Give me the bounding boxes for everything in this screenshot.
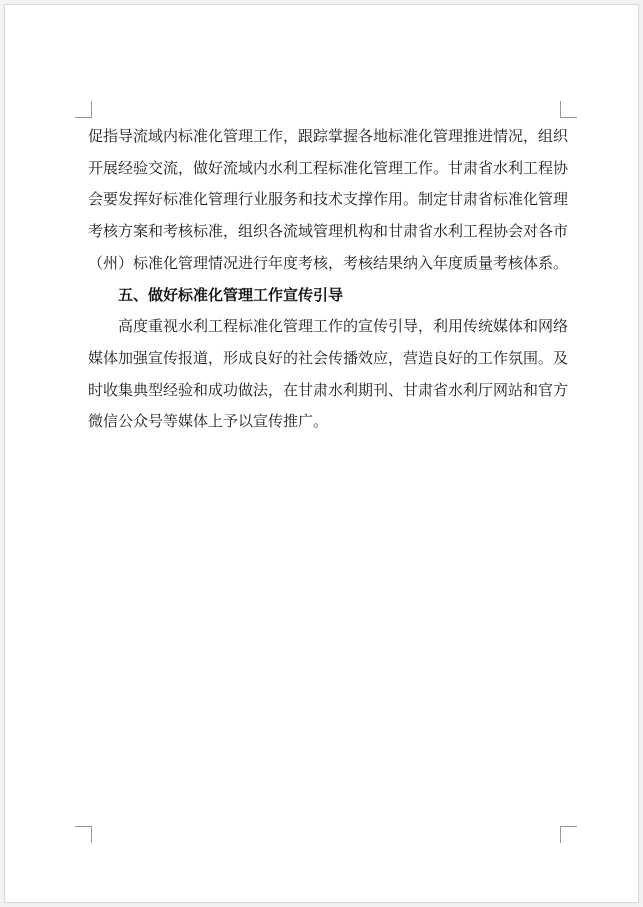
margin-corner-bottom-left [75,826,92,843]
margin-corner-top-right [560,101,577,118]
margin-corner-top-left [75,101,92,118]
document-body[interactable] [88,121,568,438]
paragraph: 高度重视水利工程标准化管理工作的宣传引导，利用传统媒体和网络媒体加强宣传报道，形成良好的社会传播效应，营造良好的工作氛围。及时收集典型经验和成功做法，在甘肃水利期刊、甘肃省水利厅网站和官方微信公众号等媒体上予以宣传推广。 [88,317,569,431]
document-page [4,4,639,903]
margin-corner-bottom-right [560,826,577,843]
section-heading: 五、做好标准化管理工作宣传引导 [118,285,344,304]
paragraph-continued: 促指导流域内标准化管理工作，跟踪掌握各地标准化管理推进情况，组织开展经验交流，做好流域内水利工程标准化管理工作。甘肃省水利工程协会要发挥好标准化管理行业服务和技术支撑作用。制定甘肃省标准化管理考核方案和考核标准，组织各流域管理机构和甘肃省水利工程协会对各市（州）标准化管理情况进行年度考核，考核结果纳入年度质量考核体系。 [88,127,569,272]
